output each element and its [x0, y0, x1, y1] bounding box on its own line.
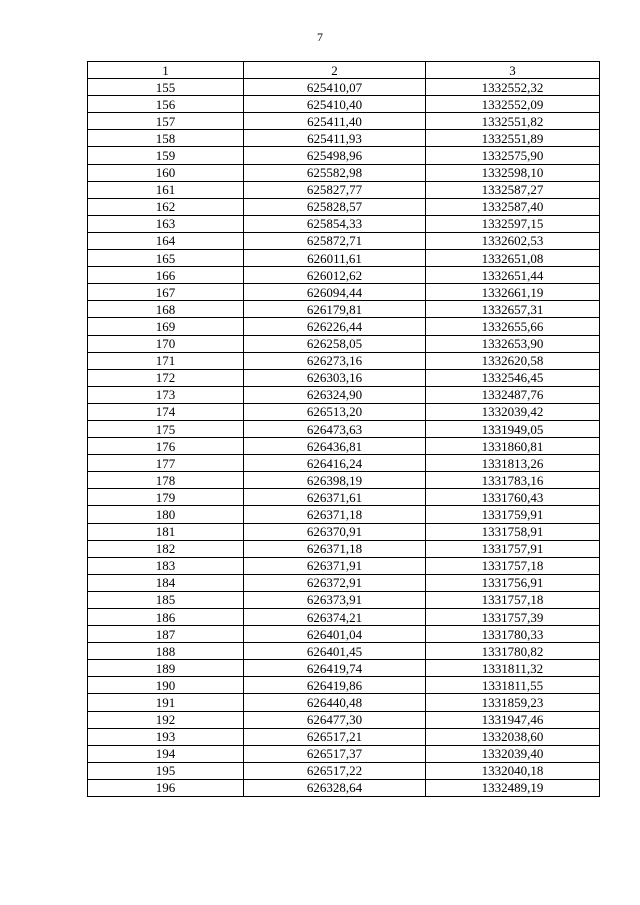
- coordinate-x-cell: 625411,40: [244, 113, 426, 130]
- coordinate-y-cell: 1331757,18: [426, 557, 600, 574]
- table-row: [88, 540, 600, 557]
- point-number-cell: 180: [88, 506, 244, 523]
- point-number-cell: 193: [88, 728, 244, 745]
- coordinate-x-cell: 626273,16: [244, 352, 426, 369]
- coordinate-x-cell: 626371,61: [244, 489, 426, 506]
- coordinate-y-cell: 1332602,53: [426, 232, 600, 249]
- coordinate-x-cell: 626416,24: [244, 455, 426, 472]
- coordinate-x-cell: 625498,96: [244, 147, 426, 164]
- coordinate-x-cell: 626374,21: [244, 609, 426, 626]
- coordinate-x-cell: 626258,05: [244, 335, 426, 352]
- coordinate-y-cell: 1332552,09: [426, 96, 600, 113]
- table-row: [88, 79, 600, 96]
- table-row: [88, 779, 600, 796]
- table-row: [88, 267, 600, 284]
- point-number-cell: 159: [88, 147, 244, 164]
- point-number-cell: 191: [88, 694, 244, 711]
- coordinate-y-cell: 1332587,40: [426, 198, 600, 215]
- table-row: [88, 711, 600, 728]
- point-number-cell: 182: [88, 540, 244, 557]
- table-row: [88, 232, 600, 249]
- coordinate-x-cell: 625410,07: [244, 79, 426, 96]
- column-header-3: 3: [426, 62, 600, 79]
- coordinate-x-cell: 626440,48: [244, 694, 426, 711]
- point-number-cell: 170: [88, 335, 244, 352]
- table-row: [88, 181, 600, 198]
- table-row: [88, 574, 600, 591]
- coordinate-x-cell: 626012,62: [244, 267, 426, 284]
- coordinate-y-cell: 1331859,23: [426, 694, 600, 711]
- point-number-cell: 165: [88, 250, 244, 267]
- point-number-cell: 161: [88, 181, 244, 198]
- coordinate-y-cell: 1331811,32: [426, 660, 600, 677]
- table-row: [88, 164, 600, 181]
- table-row: [88, 677, 600, 694]
- point-number-cell: 156: [88, 96, 244, 113]
- coordinate-x-cell: 626371,18: [244, 540, 426, 557]
- point-number-cell: 181: [88, 523, 244, 540]
- coordinate-x-cell: 626517,22: [244, 762, 426, 779]
- coordinate-y-cell: 1331811,55: [426, 677, 600, 694]
- coordinate-y-cell: 1332657,31: [426, 301, 600, 318]
- coordinate-y-cell: 1332620,58: [426, 352, 600, 369]
- table-row: [88, 609, 600, 626]
- point-number-cell: 169: [88, 318, 244, 335]
- point-number-cell: 162: [88, 198, 244, 215]
- coordinate-x-cell: 626179,81: [244, 301, 426, 318]
- point-number-cell: 194: [88, 745, 244, 762]
- table-row: [88, 472, 600, 489]
- coordinate-x-cell: 626371,18: [244, 506, 426, 523]
- coordinate-x-cell: 626011,61: [244, 250, 426, 267]
- point-number-cell: 163: [88, 215, 244, 232]
- coordinate-x-cell: 625872,71: [244, 232, 426, 249]
- table-row: [88, 284, 600, 301]
- coordinate-y-cell: 1331780,33: [426, 626, 600, 643]
- table-row: [88, 626, 600, 643]
- table-row: [88, 215, 600, 232]
- coordinate-x-cell: 626094,44: [244, 284, 426, 301]
- point-number-cell: 176: [88, 438, 244, 455]
- coordinate-y-cell: 1332653,90: [426, 335, 600, 352]
- table-row: [88, 335, 600, 352]
- coordinate-y-cell: 1332587,27: [426, 181, 600, 198]
- point-number-cell: 172: [88, 369, 244, 386]
- coordinate-y-cell: 1332551,89: [426, 130, 600, 147]
- point-number-cell: 164: [88, 232, 244, 249]
- coordinate-y-cell: 1331756,91: [426, 574, 600, 591]
- point-number-cell: 178: [88, 472, 244, 489]
- table-row: [88, 660, 600, 677]
- coordinate-y-cell: 1332489,19: [426, 779, 600, 796]
- coordinate-y-cell: 1332039,42: [426, 403, 600, 420]
- point-number-cell: 187: [88, 626, 244, 643]
- coordinate-y-cell: 1331759,91: [426, 506, 600, 523]
- table-row: [88, 369, 600, 386]
- coordinate-y-cell: 1332598,10: [426, 164, 600, 181]
- coordinate-x-cell: 625828,57: [244, 198, 426, 215]
- coordinate-x-cell: 626513,20: [244, 403, 426, 420]
- coordinate-y-cell: 1331760,43: [426, 489, 600, 506]
- page-number: 7: [317, 30, 323, 44]
- coordinate-x-cell: 626401,45: [244, 643, 426, 660]
- point-number-cell: 155: [88, 79, 244, 96]
- point-number-cell: 183: [88, 557, 244, 574]
- coordinate-y-cell: 1331947,46: [426, 711, 600, 728]
- coordinate-y-cell: 1331949,05: [426, 420, 600, 437]
- coordinate-x-cell: 626328,64: [244, 779, 426, 796]
- table-row: [88, 489, 600, 506]
- coordinate-y-cell: 1332038,60: [426, 728, 600, 745]
- table-row: [88, 318, 600, 335]
- coordinate-y-cell: 1332040,18: [426, 762, 600, 779]
- point-number-cell: 177: [88, 455, 244, 472]
- table-row: [88, 403, 600, 420]
- coordinate-x-cell: 626370,91: [244, 523, 426, 540]
- column-header-1: 1: [88, 62, 244, 79]
- coordinate-y-cell: 1332551,82: [426, 113, 600, 130]
- point-number-cell: 171: [88, 352, 244, 369]
- point-number-cell: 174: [88, 403, 244, 420]
- table-row: [88, 147, 600, 164]
- table-row: [88, 745, 600, 762]
- coordinate-y-cell: 1331780,82: [426, 643, 600, 660]
- coordinate-y-cell: 1332651,44: [426, 267, 600, 284]
- coordinate-x-cell: 625410,40: [244, 96, 426, 113]
- table-row: [88, 643, 600, 660]
- coordinate-y-cell: 1332597,15: [426, 215, 600, 232]
- coordinate-x-cell: 626324,90: [244, 386, 426, 403]
- coordinate-y-cell: 1332655,66: [426, 318, 600, 335]
- table-row: [88, 591, 600, 608]
- coordinate-y-cell: 1332661,19: [426, 284, 600, 301]
- column-header-2: 2: [244, 62, 426, 79]
- table-row: [88, 96, 600, 113]
- point-number-cell: 173: [88, 386, 244, 403]
- coordinate-x-cell: 626226,44: [244, 318, 426, 335]
- table-row: [88, 301, 600, 318]
- coordinate-x-cell: 626517,37: [244, 745, 426, 762]
- coordinate-y-cell: 1332487,76: [426, 386, 600, 403]
- point-number-cell: 175: [88, 420, 244, 437]
- table-row: [88, 506, 600, 523]
- coordinate-y-cell: 1331758,91: [426, 523, 600, 540]
- table-row: [88, 113, 600, 130]
- coordinate-x-cell: 626303,16: [244, 369, 426, 386]
- table-row: [88, 762, 600, 779]
- coordinate-x-cell: 626372,91: [244, 574, 426, 591]
- point-number-cell: 195: [88, 762, 244, 779]
- coordinate-x-cell: 625854,33: [244, 215, 426, 232]
- point-number-cell: 186: [88, 609, 244, 626]
- coordinate-x-cell: 626371,91: [244, 557, 426, 574]
- coordinate-x-cell: 626373,91: [244, 591, 426, 608]
- coordinate-y-cell: 1331757,39: [426, 609, 600, 626]
- coordinates-table: [87, 61, 600, 797]
- point-number-cell: 158: [88, 130, 244, 147]
- coordinate-x-cell: 626473,63: [244, 420, 426, 437]
- coordinate-x-cell: 626401,04: [244, 626, 426, 643]
- coordinate-x-cell: 625827,77: [244, 181, 426, 198]
- coordinate-x-cell: 626517,21: [244, 728, 426, 745]
- point-number-cell: 166: [88, 267, 244, 284]
- table-header-row: [88, 62, 600, 79]
- coordinate-x-cell: 626419,86: [244, 677, 426, 694]
- coordinate-x-cell: 625411,93: [244, 130, 426, 147]
- coordinate-y-cell: 1331860,81: [426, 438, 600, 455]
- coordinate-y-cell: 1332552,32: [426, 79, 600, 96]
- point-number-cell: 167: [88, 284, 244, 301]
- table-row: [88, 438, 600, 455]
- table-row: [88, 728, 600, 745]
- table-row: [88, 694, 600, 711]
- point-number-cell: 168: [88, 301, 244, 318]
- table-body: [88, 79, 600, 797]
- coordinate-x-cell: 626436,81: [244, 438, 426, 455]
- table-row: [88, 523, 600, 540]
- point-number-cell: 185: [88, 591, 244, 608]
- coordinate-x-cell: 625582,98: [244, 164, 426, 181]
- coordinate-x-cell: 626398,19: [244, 472, 426, 489]
- coordinate-y-cell: 1332575,90: [426, 147, 600, 164]
- point-number-cell: 192: [88, 711, 244, 728]
- coordinate-y-cell: 1332546,45: [426, 369, 600, 386]
- coordinate-y-cell: 1332651,08: [426, 250, 600, 267]
- table-row: [88, 420, 600, 437]
- point-number-cell: 184: [88, 574, 244, 591]
- table-row: [88, 130, 600, 147]
- coordinate-x-cell: 626419,74: [244, 660, 426, 677]
- table-row: [88, 250, 600, 267]
- coordinate-y-cell: 1331783,16: [426, 472, 600, 489]
- point-number-cell: 160: [88, 164, 244, 181]
- table-row: [88, 386, 600, 403]
- coordinate-x-cell: 626477,30: [244, 711, 426, 728]
- table-row: [88, 352, 600, 369]
- point-number-cell: 196: [88, 779, 244, 796]
- coordinate-y-cell: 1331757,18: [426, 591, 600, 608]
- table-row: [88, 455, 600, 472]
- point-number-cell: 188: [88, 643, 244, 660]
- point-number-cell: 179: [88, 489, 244, 506]
- coordinate-y-cell: 1331813,26: [426, 455, 600, 472]
- point-number-cell: 190: [88, 677, 244, 694]
- coordinate-y-cell: 1331757,91: [426, 540, 600, 557]
- point-number-cell: 189: [88, 660, 244, 677]
- coordinate-y-cell: 1332039,40: [426, 745, 600, 762]
- table-row: [88, 198, 600, 215]
- table-row: [88, 557, 600, 574]
- point-number-cell: 157: [88, 113, 244, 130]
